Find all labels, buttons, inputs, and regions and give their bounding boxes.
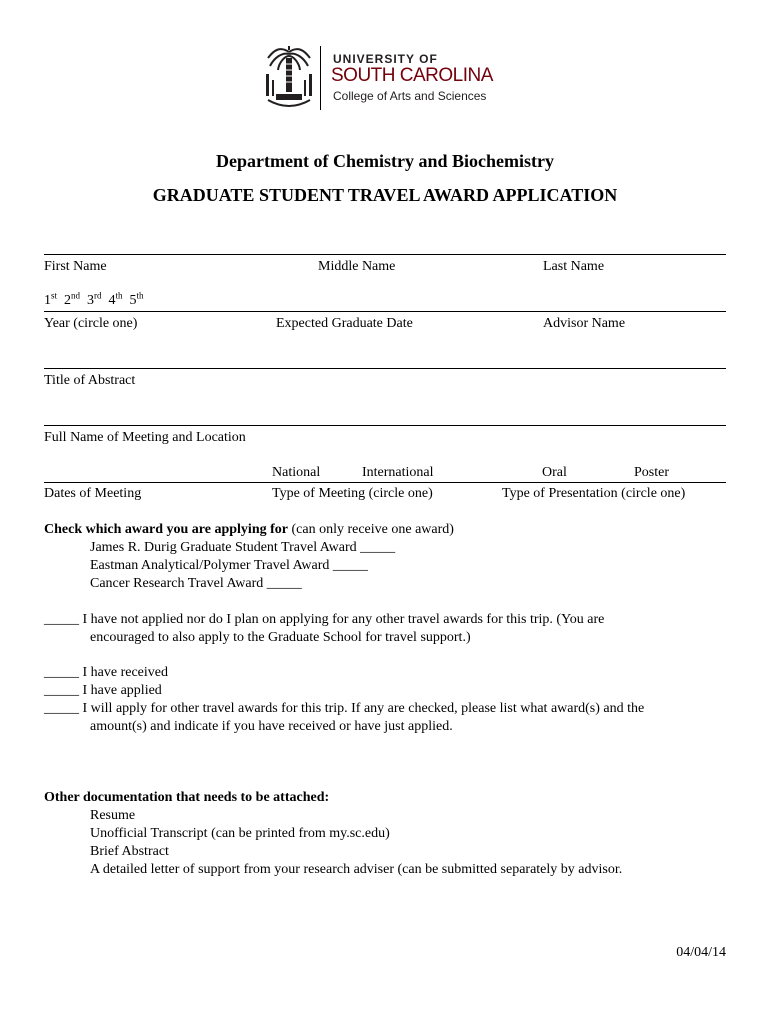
expected-grad-label: Expected Graduate Date [276, 316, 413, 331]
last-name-label: Last Name [543, 259, 605, 274]
year-label: Year (circle one) [44, 316, 138, 331]
logo-line-college: College of Arts and Sciences [333, 89, 487, 103]
meeting-type-label: Type of Meeting (circle one) [272, 486, 433, 501]
doc-abstract: Brief Abstract [90, 844, 169, 859]
presentation-type-label: Type of Presentation (circle one) [502, 486, 686, 501]
year-options [44, 292, 144, 310]
department-heading: Department of Chemistry and Biochemistry [216, 151, 554, 171]
meeting-type-national[interactable]: National [272, 465, 321, 480]
first-name-label: First Name [44, 259, 107, 274]
dates-line[interactable] [44, 482, 726, 483]
application-title: GRADUATE STUDENT TRAVEL AWARD APPLICATION [152, 185, 618, 205]
year-option-1[interactable]: 1st [44, 290, 58, 308]
will-apply-note: amount(s) and indicate if you have received or have just applied. [90, 719, 453, 734]
logo-divider [320, 46, 321, 110]
award-eastman[interactable]: Eastman Analytical/Polymer Travel Award _____ [90, 558, 368, 573]
abstract-line[interactable] [44, 368, 726, 369]
year-option-5[interactable]: 5th [129, 290, 144, 308]
not-applied-option[interactable]: _____ I have not applied nor do I plan on applying for any other travel awards for this trip. (You are [44, 612, 605, 627]
meeting-type-international[interactable]: International [362, 465, 434, 480]
year-option-2[interactable]: 2nd [64, 290, 81, 308]
documentation-heading: Other documentation that needs to be attached: [44, 790, 330, 805]
not-applied-note: encouraged to also apply to the Graduate School for travel support.) [90, 630, 471, 645]
meeting-line[interactable] [44, 425, 726, 426]
dates-label: Dates of Meeting [44, 486, 142, 501]
award-heading: Check which award you are applying for (can only receive one award) [44, 522, 454, 537]
abstract-title-label: Title of Abstract [44, 373, 136, 388]
year-option-3[interactable]: 3rd [87, 290, 102, 308]
name-line[interactable] [44, 254, 726, 255]
meeting-name-label: Full Name of Meeting and Location [44, 430, 246, 445]
palmetto-tree-seal-icon [262, 44, 316, 112]
doc-resume: Resume [90, 808, 136, 823]
logo-line-south-carolina: SOUTH CAROLINA [331, 65, 493, 86]
presentation-type-poster[interactable]: Poster [634, 465, 669, 480]
middle-name-label: Middle Name [318, 259, 396, 274]
will-apply-option[interactable]: _____ I will apply for other travel awards for this trip. If any are checked, please list what award(s) and the [44, 701, 645, 716]
applied-option[interactable]: _____ I have applied [44, 683, 162, 698]
year-line[interactable] [44, 311, 726, 312]
presentation-type-oral[interactable]: Oral [542, 465, 567, 480]
award-durig[interactable]: James R. Durig Graduate Student Travel Award _____ [90, 540, 396, 555]
logo-line-university-of: UNIVERSITY OF [333, 52, 438, 66]
revision-date: 04/04/14 [676, 945, 726, 960]
year-option-4[interactable]: 4th [108, 290, 123, 308]
award-cancer-research[interactable]: Cancer Research Travel Award _____ [90, 576, 302, 591]
received-option[interactable]: _____ I have received [44, 665, 168, 680]
doc-transcript: Unofficial Transcript (can be printed from my.sc.edu) [90, 826, 390, 841]
doc-support-letter: A detailed letter of support from your research adviser (can be submitted separately by advisor. [90, 862, 623, 877]
advisor-label: Advisor Name [543, 316, 626, 331]
